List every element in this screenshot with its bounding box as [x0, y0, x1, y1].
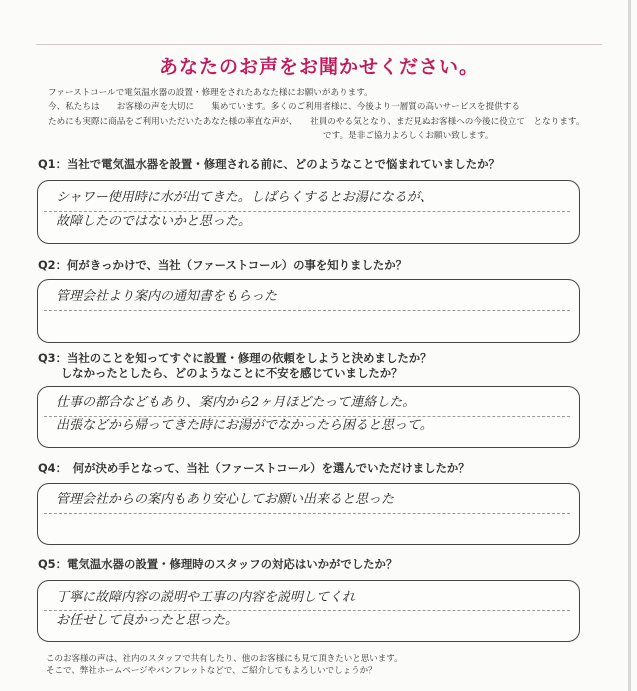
footer-line-1: このお客様の声は、社内のスタッフで共有したり、他のお客様にも見て頂きたいと思います。	[46, 654, 403, 664]
page-title: あなたのお声をお聞かせください。	[158, 55, 479, 78]
question-1-text: Q1：当社で電気温水器を設置・修理される前に、どのようなことで悩まれていましたか？	[38, 157, 500, 171]
answer-4-line-1: 管理会社からの案内もあり安心してお願い出来ると思った	[56, 492, 395, 507]
intro-line-3: ためにも実際に商品をご利用いただいたあなた様の率直な声が、 社員のやる気となり、まだ見ぬお客様への今後に役立て となります。	[48, 116, 585, 127]
footer-line-2: そこで、弊社ホームページやパンフレットなどで、ご紹介してもよろしいでしょうか？	[46, 666, 377, 676]
answer-3-line-2: 出張などから帰ってきた時にお湯がでなかったら困ると思って。	[56, 418, 433, 433]
question-2	[38, 258, 598, 273]
answer-2-line-1: 管理会社より案内の通知書をもらった	[56, 289, 278, 304]
answer-5-line-1: 丁寧に故障内容の説明や工事の内容を説明してくれ	[56, 590, 356, 605]
answer-rule	[44, 513, 570, 514]
answer-rule	[44, 310, 570, 311]
intro-line-4: です。是非ご協力よろしくお願い致します。	[48, 131, 494, 142]
answer-1-line-1: シャワー使用時に水が出てきた。しばらくするとお湯になるが、	[56, 190, 433, 205]
answer-1-line-2: 故障したのではないかと思った。	[56, 214, 252, 229]
intro-text	[48, 86, 608, 144]
question-4	[38, 461, 598, 476]
answer-5-line-2: お任せして良かったと思った。	[56, 613, 239, 628]
answer-3-line-1: 仕事の都合などもあり、案内から2ヶ月ほどたって連絡した。	[56, 395, 416, 410]
question-4-text: Q4： 何が決め手となって、当社（ファーストコール）を選んでいただけましたか？	[38, 461, 470, 475]
question-3-text-1: Q3：当社のことを知ってすぐに設置・修理の依頼をしようと決めましたか？	[38, 351, 432, 365]
question-5-text: Q5：電気温水器の設置・修理時のスタッフの対応はいかがでしたか？	[38, 557, 398, 571]
scan-edge	[628, 0, 631, 691]
footer-text	[46, 653, 606, 677]
question-2-text: Q2：何がきっかけで、当社（ファーストコール）の事を知りましたか？	[38, 258, 408, 272]
question-5	[38, 557, 598, 572]
question-3-text-2: しなかったとしたら、どのようなことに不安を感じていましたか？	[38, 366, 403, 380]
title-band	[36, 44, 602, 85]
intro-line-1: ファーストコールで電気温水器の設置・修理をされたあなた様にお願いがあります。	[48, 88, 373, 98]
intro-line-2: 今、私たちは お客様の声を大切に 集めています。多くのご利用者様に、今後より一層質の高いサービスを提供する	[48, 102, 520, 113]
question-3	[38, 351, 598, 381]
question-1	[38, 157, 598, 172]
